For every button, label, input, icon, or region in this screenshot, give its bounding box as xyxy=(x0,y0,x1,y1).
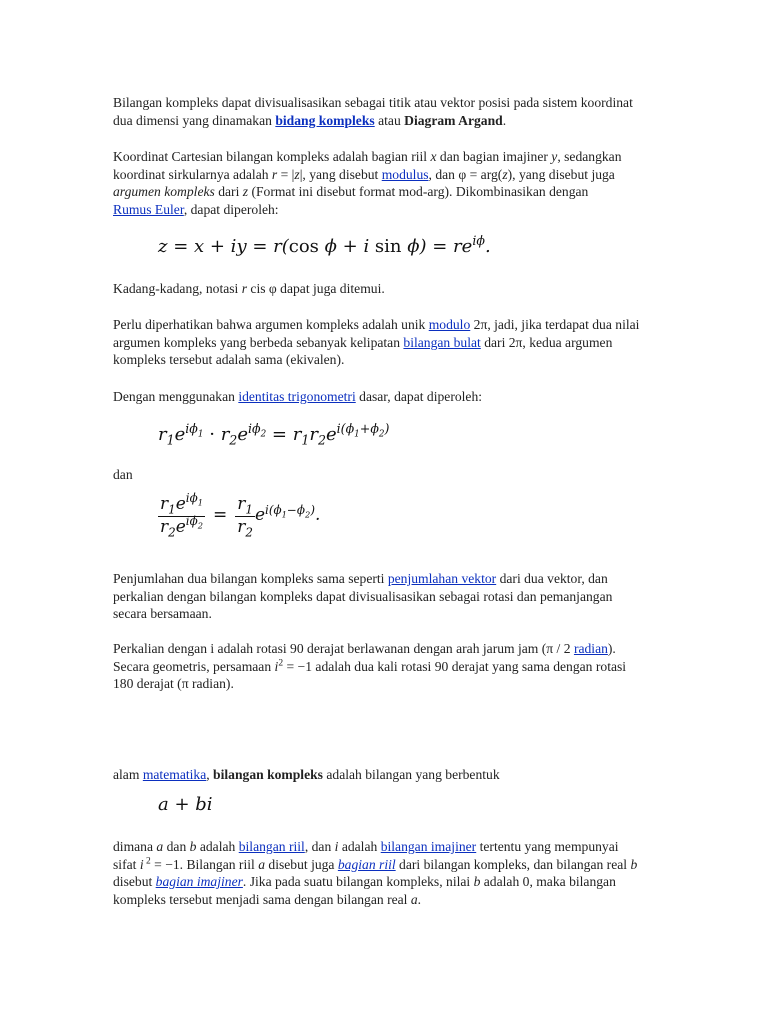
text: dari bilangan kompleks, dan bilangan real xyxy=(395,856,631,872)
formula-part: cos xyxy=(288,236,319,257)
text: = | xyxy=(277,166,295,182)
var-z: z xyxy=(294,166,300,182)
text: (Format ini disebut format mod-arg). Dikombinasikan dengan xyxy=(248,184,589,199)
text: disebut juga xyxy=(265,856,338,872)
fraction-left xyxy=(158,491,205,539)
var-y: y xyxy=(551,149,558,164)
var-r: r xyxy=(271,166,278,182)
formula-subscript: 1 xyxy=(197,497,204,508)
formula-part: z = x + iy = r( xyxy=(158,236,289,257)
text: . Jika pada suatu bilangan kompleks, nilai xyxy=(242,874,474,889)
formula-part: r xyxy=(220,424,230,445)
text: atau xyxy=(374,112,405,128)
fraction-denominator xyxy=(235,517,255,537)
term-bilangan-kompleks: bilangan kompleks xyxy=(213,767,323,782)
formula-exponent: i(ϕ xyxy=(336,421,355,436)
formula-subscript: 2 xyxy=(229,432,238,448)
var-i: i xyxy=(334,839,339,854)
formula-subscript: 2 xyxy=(378,429,385,440)
fraction-right xyxy=(235,494,255,539)
formula-part: e xyxy=(237,424,248,445)
var-b: b xyxy=(189,839,197,854)
text: dan bagian imajiner xyxy=(436,149,552,164)
formula-subscript: 1 xyxy=(281,508,287,519)
text: disebut xyxy=(113,874,156,889)
paragraph-rotasi xyxy=(113,640,638,693)
formula-subscript: 1 xyxy=(354,429,360,440)
formula-part: r xyxy=(292,424,302,445)
formula-division xyxy=(158,491,321,539)
formula-exponent: ) xyxy=(310,502,315,517)
text: = −1 adalah dua kali rotasi 90 derajat yang sama dengan rotasi 180 derajat (π radian). xyxy=(113,658,627,691)
var-i: i xyxy=(274,658,279,674)
text: , dan xyxy=(304,839,335,854)
formula-subscript: 1 xyxy=(168,502,176,517)
text: Koordinat Cartesian bilangan kompleks adalah bagian riil xyxy=(113,149,431,164)
term-argumen-kompleks: argumen kompleks xyxy=(113,184,215,199)
exponent: 2 xyxy=(278,657,284,668)
text: Perkalian dengan i adalah rotasi 90 derajat berlawanan dengan arah jarum jam (π / 2 xyxy=(113,641,574,656)
var-a: a xyxy=(410,891,418,907)
text: 2π, jadi, jika terdapat dua nilai argumen kompleks yang berbeda sebanyak kelipatan xyxy=(113,317,640,350)
formula-exponent: iϕ xyxy=(472,233,485,248)
var-i: i xyxy=(139,856,144,872)
text: . xyxy=(502,112,507,128)
text: adalah 0, maka bilangan kompleks tersebut menjadi sama dengan bilangan real xyxy=(113,874,616,907)
formula-exponent: iϕ xyxy=(185,513,198,528)
link-bilangan-riil[interactable]: bilangan riil xyxy=(238,839,305,854)
var-r: r xyxy=(241,281,248,296)
formula-subscript: 2 xyxy=(168,524,176,539)
var-a: a xyxy=(258,856,265,872)
var-z: z xyxy=(502,166,508,182)
formula-euler xyxy=(158,233,491,257)
formula-part: e xyxy=(175,516,186,537)
formula-subscript: 2 xyxy=(197,520,204,531)
text: Kadang-kadang, notasi xyxy=(113,281,242,296)
formula-part: e xyxy=(175,494,186,514)
paragraph-trigonometri xyxy=(113,388,633,406)
link-radian[interactable]: radian xyxy=(573,641,608,656)
formula-part: ϕ) = re xyxy=(401,236,473,257)
link-bagian-imajiner[interactable]: bagian imajiner xyxy=(155,874,243,889)
text: ). Secara geometris, persamaan xyxy=(113,641,616,674)
formula-part: = xyxy=(266,424,293,445)
formula-a-plus-bi: a + bi xyxy=(158,794,213,815)
formula-part: r xyxy=(158,424,167,445)
link-bagian-riil[interactable]: bagian riil xyxy=(337,856,396,872)
text: dari xyxy=(214,184,243,199)
var-b: b xyxy=(473,874,481,889)
text: dari 2π, kedua argumen kompleks tersebut adalah sama (ekivalen). xyxy=(113,334,613,367)
formula-subscript: 2 xyxy=(245,524,253,539)
text: , xyxy=(206,767,214,782)
formula-part: r xyxy=(237,516,246,537)
formula-part: ϕ + i xyxy=(318,236,375,257)
formula-part: e xyxy=(325,424,337,445)
text: Perlu diperhatikan bahwa argumen kompleks adalah unik xyxy=(113,317,429,332)
formula-multiplication xyxy=(158,421,390,448)
formula-part: e xyxy=(254,505,266,526)
text: adalah xyxy=(196,839,239,854)
paragraph-definisi xyxy=(113,766,633,784)
formula-part: r xyxy=(237,494,246,514)
text: = −1. Bilangan riil xyxy=(150,856,259,872)
text: Dengan menggunakan xyxy=(113,389,239,404)
formula-part: r xyxy=(160,494,169,514)
fraction-denominator xyxy=(158,513,205,539)
formula-exponent: +ϕ xyxy=(359,421,379,436)
formula-exponent: −ϕ xyxy=(286,502,305,517)
link-matematika[interactable]: matematika xyxy=(142,767,207,782)
formula-exponent: iϕ xyxy=(185,421,198,436)
formula-exponent: ) xyxy=(384,421,390,436)
text: cis φ dapat juga ditemui. xyxy=(247,281,385,296)
paragraph-bagian xyxy=(113,838,638,908)
text: dimana xyxy=(113,839,157,854)
link-bidang-kompleks[interactable]: bidang kompleks xyxy=(275,112,375,128)
paragraph-penjumlahan xyxy=(113,570,638,623)
var-a: a xyxy=(156,839,164,854)
var-x: x xyxy=(430,149,437,164)
formula-part: r xyxy=(309,424,318,445)
text: ), yang disebut juga xyxy=(507,166,615,182)
link-modulo[interactable]: modulo xyxy=(428,317,471,332)
term-diagram-argand: Diagram Argand xyxy=(404,112,503,128)
var-z: z xyxy=(242,184,249,199)
formula-subscript: 2 xyxy=(317,432,326,448)
text: Penjumlahan dua bilangan kompleks sama seperti xyxy=(113,571,388,586)
text: , dapat diperoleh: xyxy=(183,201,279,217)
text: tertentu yang mempunyai sifat xyxy=(113,839,619,872)
formula-subscript: 1 xyxy=(245,502,253,517)
text: , sedangkan koordinat sirkularnya adalah xyxy=(113,149,622,182)
formula-subscript: 1 xyxy=(301,432,310,448)
formula-subscript: 2 xyxy=(305,508,311,519)
formula-part: · xyxy=(203,424,221,445)
text: Bilangan kompleks dapat divisualisasikan sebagai titik atau vektor posisi pada sistem koordinat dua dimensi yang dinamakan xyxy=(113,95,633,128)
link-bilangan-imajiner[interactable]: bilangan imajiner xyxy=(380,839,477,854)
formula-part: = xyxy=(213,505,228,526)
var-b: b xyxy=(630,856,638,872)
text: dari dua vektor, dan perkalian dengan bilangan kompleks dapat divisualisasikan sebagai rotasi dan pemanjangan secara bersamaan. xyxy=(113,571,613,621)
text: adalah bilangan yang berbentuk xyxy=(322,767,500,782)
formula-tail xyxy=(254,502,321,526)
paragraph-cis xyxy=(113,280,633,298)
text: |, yang disebut xyxy=(299,166,382,182)
formula-exponent: iϕ xyxy=(247,421,261,436)
link-rumus-euler[interactable]: Rumus Euler xyxy=(113,201,184,217)
link-bilangan-bulat[interactable]: bilangan bulat xyxy=(403,334,481,350)
link-modulus[interactable]: modulus xyxy=(381,166,429,182)
link-penjumlahan-vektor[interactable]: penjumlahan vektor xyxy=(387,571,497,586)
paragraph-dan: dan xyxy=(113,467,133,482)
formula-exponent: iϕ xyxy=(185,491,198,506)
text: dasar, dapat diperoleh: xyxy=(355,389,483,404)
formula-subscript: 1 xyxy=(197,429,204,440)
paragraph-cartesian xyxy=(113,148,623,218)
paragraph-intro xyxy=(113,94,633,129)
text: alam xyxy=(113,767,143,782)
formula-subscript: 1 xyxy=(166,432,175,448)
text: . xyxy=(417,891,422,907)
paragraph-modulo xyxy=(113,316,648,369)
text: dan xyxy=(163,839,190,854)
text: , dan φ = arg( xyxy=(428,166,503,182)
formula-part: sin xyxy=(374,236,402,257)
formula-exponent: i(ϕ xyxy=(265,502,282,517)
formula-part: . xyxy=(314,505,321,526)
formula-part: . xyxy=(484,236,491,257)
text: adalah xyxy=(338,839,381,854)
formula-subscript: 2 xyxy=(260,429,267,440)
fraction-numerator xyxy=(235,496,255,517)
exponent: 2 xyxy=(143,855,151,866)
formula-part: r xyxy=(160,516,169,537)
formula-part: e xyxy=(174,424,186,445)
link-identitas-trigonometri[interactable]: identitas trigonometri xyxy=(238,389,356,404)
